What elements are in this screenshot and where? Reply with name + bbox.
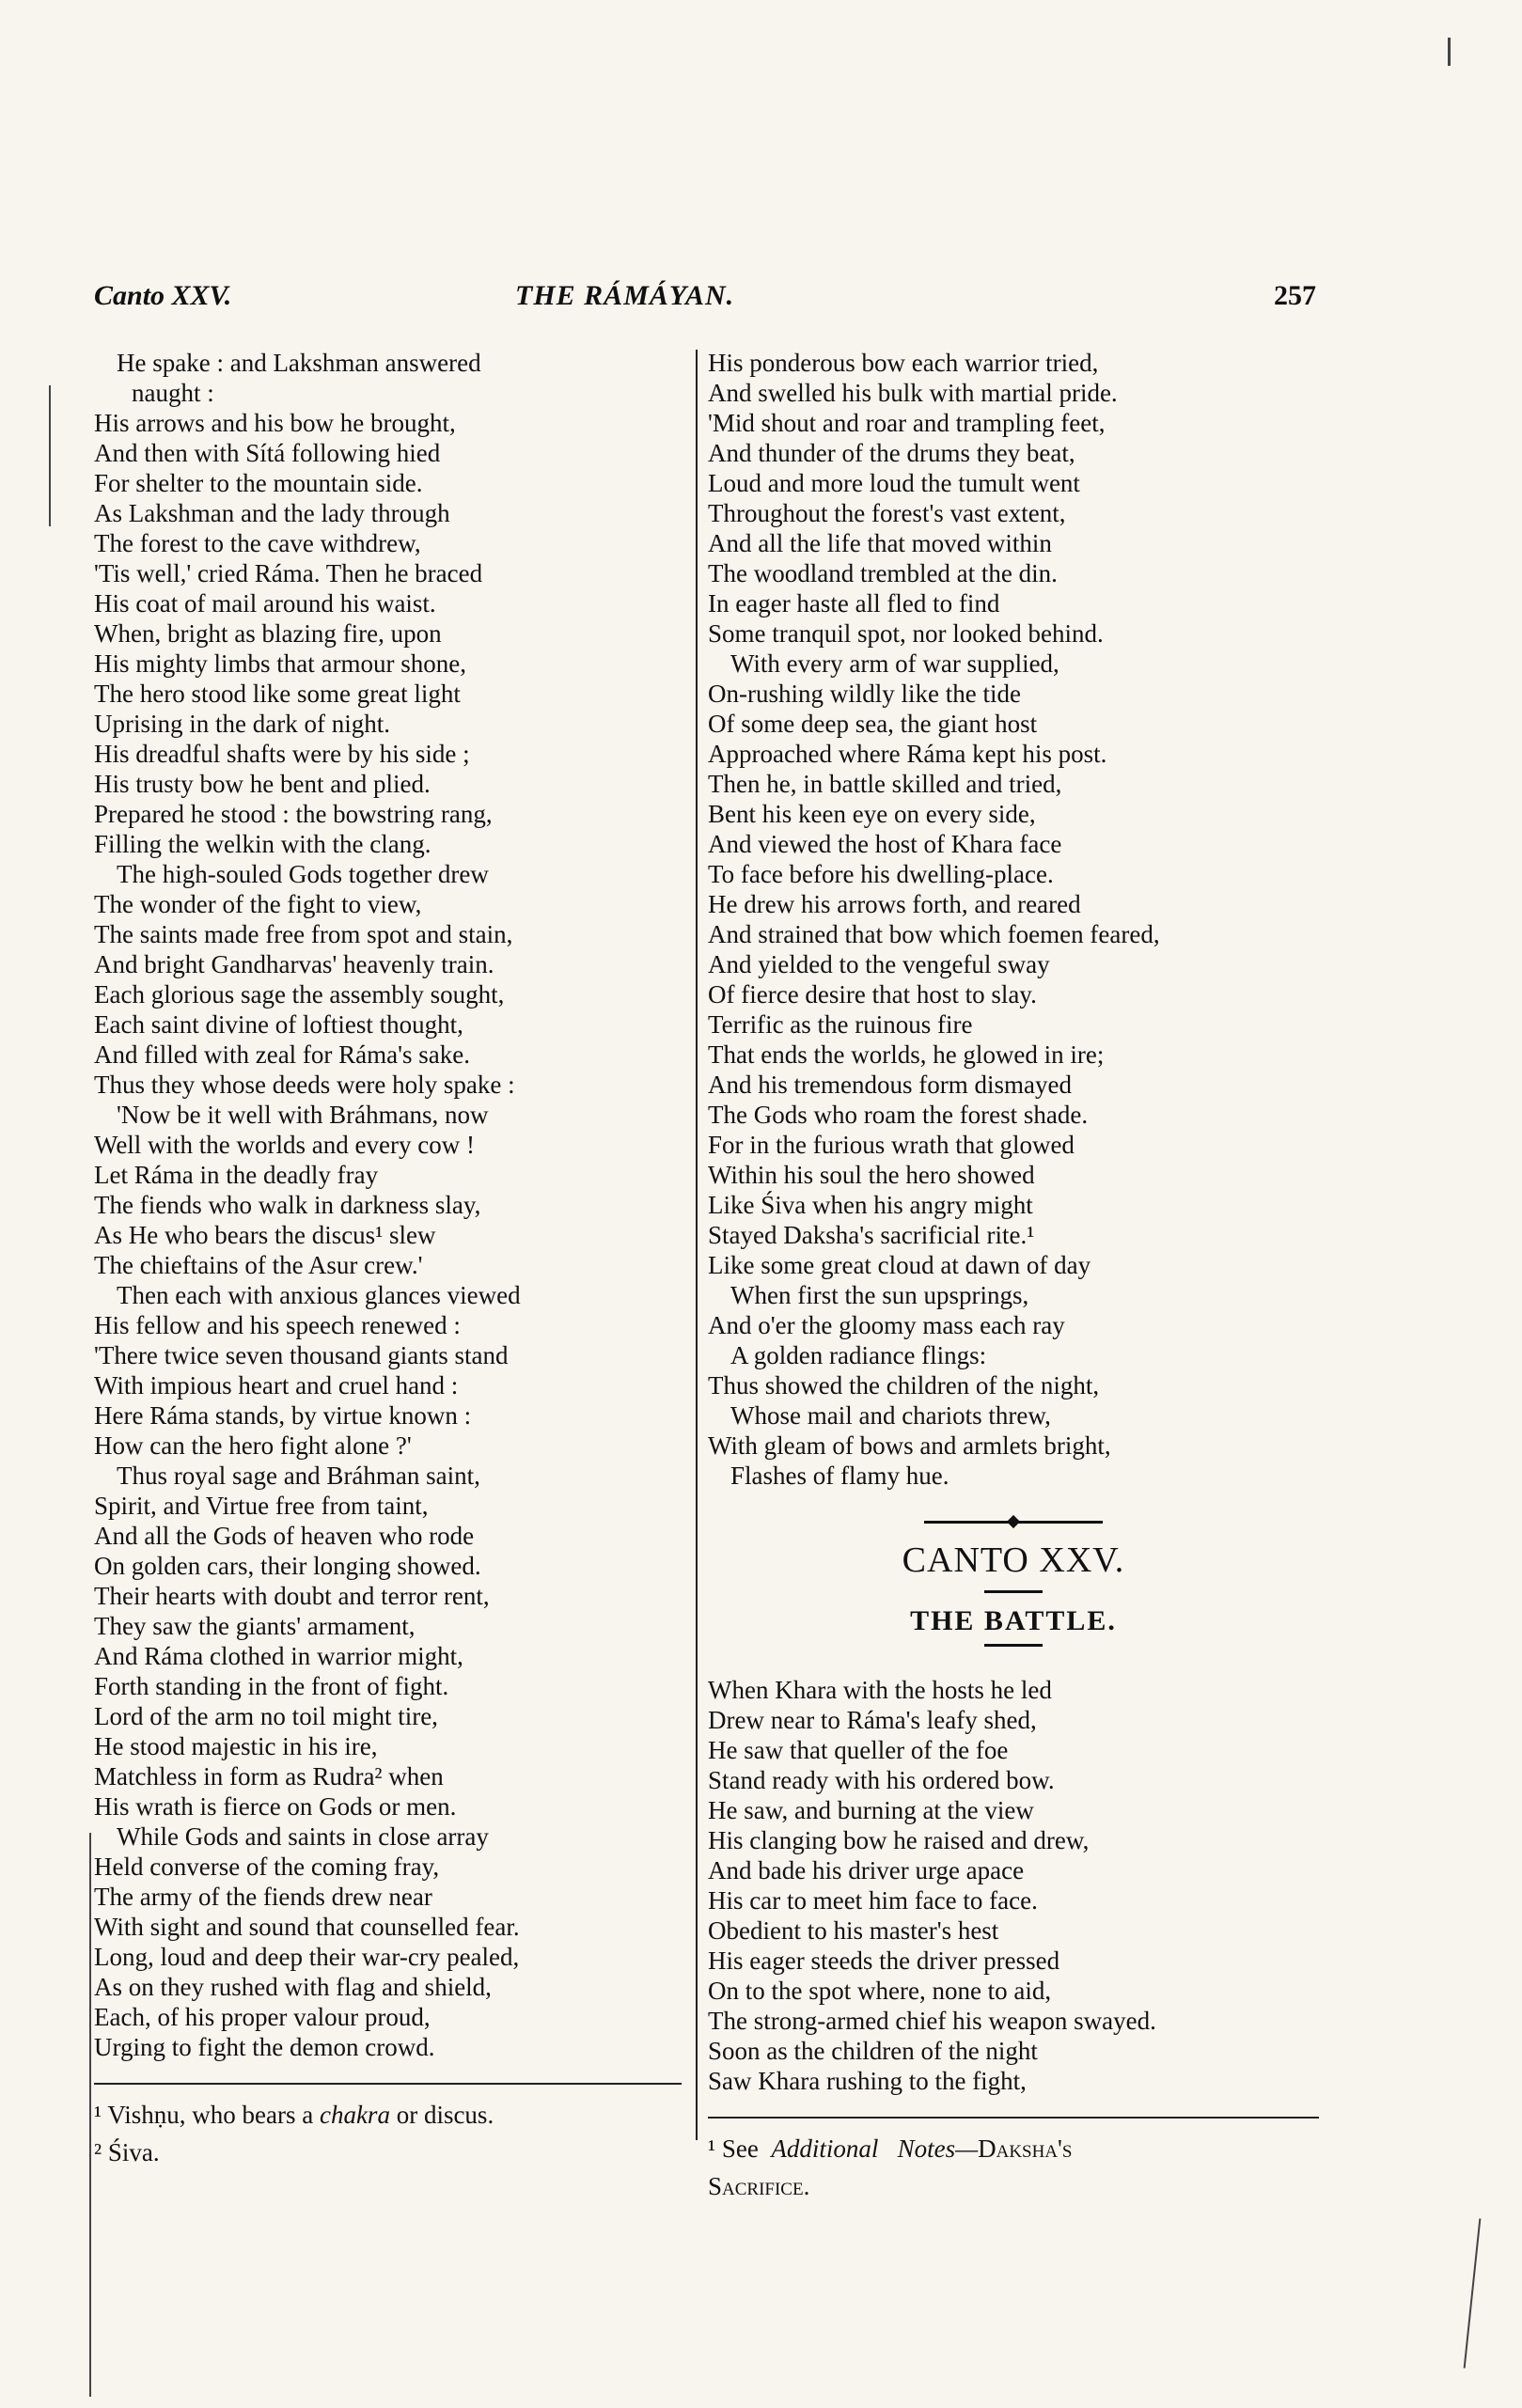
verse-line: With sight and sound that counselled fear. xyxy=(94,1913,520,1941)
verse-line: Held converse of the coming fray, xyxy=(94,1853,440,1881)
margin-mark-left-bottom xyxy=(89,1833,91,2397)
verse-line: Each saint divine of loftiest thought, xyxy=(94,1010,463,1039)
verse-line: And all the Gods of heaven who rode xyxy=(94,1522,475,1550)
verse-line: And bade his driver urge apace xyxy=(708,1856,1025,1884)
running-header xyxy=(94,280,1316,318)
verse-line: Saw Khara rushing to the fight, xyxy=(708,2067,1027,2095)
verse-line: Flashes of flamy hue. xyxy=(730,1462,949,1490)
header-canto: Canto XXV. xyxy=(94,280,232,311)
verse-line: Spirit, and Virtue free from taint, xyxy=(94,1492,429,1520)
verse-line: As He who bears the discus¹ slew xyxy=(94,1221,436,1249)
verse-line: On golden cars, their longing showed. xyxy=(94,1552,481,1580)
verse-line: Obedient to his master's hest xyxy=(708,1916,999,1945)
verse-line: While Gods and saints in close array xyxy=(117,1822,489,1851)
verse-line: Some tranquil spot, nor looked behind. xyxy=(708,619,1104,648)
short-rule xyxy=(984,1590,1043,1593)
verse-line: Thus showed the children of the night, xyxy=(708,1371,1100,1399)
verse-line: And swelled his bulk with martial pride. xyxy=(708,379,1118,407)
verse-line: In eager haste all fled to find xyxy=(708,589,1000,618)
verse-line: His car to meet him face to face. xyxy=(708,1886,1038,1915)
verse-line: He saw that queller of the foe xyxy=(708,1736,1009,1764)
footnote-right-1: ¹ See Additional Notes—Daksha's xyxy=(708,2134,1073,2163)
verse-line: His clanging bow he raised and drew, xyxy=(708,1826,1090,1854)
verse-line: He saw, and burning at the view xyxy=(708,1796,1034,1824)
verse-line: Filling the welkin with the clang. xyxy=(94,830,431,858)
verse-line: Then he, in battle skilled and tried, xyxy=(708,770,1062,798)
verse-line: The chieftains of the Asur crew.' xyxy=(94,1251,423,1279)
verse-line: And filled with zeal for Ráma's sake. xyxy=(94,1040,470,1069)
edge-speck xyxy=(1448,38,1451,66)
verse-line: And Ráma clothed in warrior might, xyxy=(94,1642,463,1670)
verse-line: His dreadful shafts were by his side ; xyxy=(94,740,470,768)
verse-line: The high-souled Gods together drew xyxy=(117,860,489,888)
verse-line: His coat of mail around his waist. xyxy=(94,589,436,618)
verse-line: Like Śiva when his angry might xyxy=(708,1191,1033,1219)
verse-line: And strained that bow which foemen feared, xyxy=(708,920,1160,948)
verse-line: Throughout the forest's vast extent, xyxy=(708,499,1066,527)
left-column xyxy=(94,348,682,2171)
verse-line: How can the hero fight alone ?' xyxy=(94,1431,412,1460)
verse-line: Stand ready with his ordered bow. xyxy=(708,1766,1055,1794)
short-rule-2 xyxy=(984,1644,1043,1647)
verse-line: They saw the giants' armament, xyxy=(94,1612,416,1640)
verse-line: 'There twice seven thousand giants stand xyxy=(94,1341,509,1369)
verse-line: His ponderous bow each warrior tried, xyxy=(708,349,1099,377)
verse-line: On-rushing wildly like the tide xyxy=(708,680,1021,708)
verse-line: The hero stood like some great light xyxy=(94,680,461,708)
verse-line: And then with Sítá following hied xyxy=(94,439,441,467)
verse-line: The Gods who roam the forest shade. xyxy=(708,1101,1089,1129)
right-column xyxy=(708,348,1319,2205)
verse-line: Loud and more loud the tumult went xyxy=(708,469,1080,497)
verse-line: For shelter to the mountain side. xyxy=(94,469,423,497)
verse-line: Soon as the children of the night xyxy=(708,2037,1038,2065)
verse-line: With every arm of war supplied, xyxy=(730,649,1059,678)
verse-line: When Khara with the hosts he led xyxy=(708,1676,1052,1704)
verse-line: Matchless in form as Rudra² when xyxy=(94,1762,444,1790)
verse-line: He spake : and Lakshman answered xyxy=(117,349,481,377)
verse-line: Long, loud and deep their war-cry pealed, xyxy=(94,1943,520,1971)
ornament-divider xyxy=(708,1509,1319,1534)
verse-line: 'Tis well,' cried Ráma. Then he braced xyxy=(94,559,483,587)
verse-line: With impious heart and cruel hand : xyxy=(94,1371,459,1399)
verse-line: Each, of his proper valour proud, xyxy=(94,2003,431,2031)
verse-line: And bright Gandharvas' heavenly train. xyxy=(94,950,494,978)
verse-line: As Lakshman and the lady through xyxy=(94,499,450,527)
verse-line: Drew near to Ráma's leafy shed, xyxy=(708,1706,1037,1734)
column-divider xyxy=(696,350,698,2140)
verse-line: Thus royal sage and Bráhman saint, xyxy=(117,1462,480,1490)
verse-line: And all the life that moved within xyxy=(708,529,1052,557)
right-verse-top xyxy=(708,348,1319,1491)
verse-line: And yielded to the vengeful sway xyxy=(708,950,1050,978)
verse-line: When, bright as blazing fire, upon xyxy=(94,619,442,648)
footnote-right-1-cont: Sacrifice. xyxy=(708,2172,810,2200)
verse-line: A golden radiance flings: xyxy=(730,1341,987,1369)
verse-line: Let Ráma in the deadly fray xyxy=(94,1161,379,1189)
verse-line: Urging to fight the demon crowd. xyxy=(94,2033,435,2061)
header-title: THE RÁMÁYAN. xyxy=(515,280,735,311)
verse-line: Lord of the arm no toil might tire, xyxy=(94,1702,438,1730)
verse-line: Whose mail and chariots threw, xyxy=(730,1401,1051,1430)
verse-line: Here Ráma stands, by virtue known : xyxy=(94,1401,472,1430)
verse-line: And his tremendous form dismayed xyxy=(708,1071,1072,1099)
verse-line: His trusty bow he bent and plied. xyxy=(94,770,431,798)
canto-title: CANTO XXV. xyxy=(902,1540,1125,1580)
verse-line: He stood majestic in his ire, xyxy=(94,1732,378,1760)
verse-line: The strong-armed chief his weapon swayed. xyxy=(708,2007,1156,2035)
verse-line: The saints made free from spot and stain, xyxy=(94,920,513,948)
verse-line: That ends the worlds, he glowed in ire; xyxy=(708,1040,1105,1069)
verse-line: Within his soul the hero showed xyxy=(708,1161,1035,1189)
verse-line: Like some great cloud at dawn of day xyxy=(708,1251,1091,1279)
verse-line: And thunder of the drums they beat, xyxy=(708,439,1075,467)
verse-line: To face before his dwelling-place. xyxy=(708,860,1054,888)
verse-line: Uprising in the dark of night. xyxy=(94,710,390,738)
left-verse xyxy=(94,348,682,2062)
verse-line: The wonder of the fight to view, xyxy=(94,890,422,918)
canto-heading xyxy=(708,1509,1319,1647)
verse-line: When first the sun upsprings, xyxy=(730,1281,1029,1309)
section-title: THE BATTLE. xyxy=(910,1605,1117,1636)
verse-line: naught : xyxy=(132,379,214,407)
verse-line: His mighty limbs that armour shone, xyxy=(94,649,466,678)
verse-line: On to the spot where, none to aid, xyxy=(708,1977,1052,2005)
verse-line: Bent his keen eye on every side, xyxy=(708,800,1036,828)
verse-line: His eager steeds the driver pressed xyxy=(708,1947,1060,1975)
verse-line: The army of the fiends drew near xyxy=(94,1883,432,1911)
verse-line: Then each with anxious glances viewed xyxy=(117,1281,521,1309)
verse-line: Well with the worlds and every cow ! xyxy=(94,1131,475,1159)
margin-mark-left xyxy=(49,385,51,526)
footnote-left-2: ² Śiva. xyxy=(94,2138,160,2166)
verse-line: 'Now be it well with Bráhmans, now xyxy=(117,1101,489,1129)
edge-mark-bottom xyxy=(1464,2218,1482,2368)
footnote-rule-left xyxy=(94,2083,682,2085)
verse-line: With gleam of bows and armlets bright, xyxy=(708,1431,1111,1460)
verse-line: He drew his arrows forth, and reared xyxy=(708,890,1081,918)
verse-line: And o'er the gloomy mass each ray xyxy=(708,1311,1065,1339)
verse-line: Approached where Ráma kept his post. xyxy=(708,740,1107,768)
verse-line: Their hearts with doubt and terror rent, xyxy=(94,1582,490,1610)
verse-line: The woodland trembled at the din. xyxy=(708,559,1058,587)
verse-line: 'Mid shout and roar and trampling feet, xyxy=(708,409,1106,437)
verse-line: His arrows and his bow he brought, xyxy=(94,409,456,437)
verse-line: Of fierce desire that host to slay. xyxy=(708,980,1037,1009)
page-number: 257 xyxy=(1274,280,1316,311)
verse-line: Of some deep sea, the giant host xyxy=(708,710,1038,738)
right-verse-bottom xyxy=(708,1675,1319,2096)
verse-line: And viewed the host of Khara face xyxy=(708,830,1062,858)
verse-line: Terrific as the ruinous fire xyxy=(708,1010,973,1039)
verse-line: The forest to the cave withdrew, xyxy=(94,529,421,557)
verse-line: As on they rushed with flag and shield, xyxy=(94,1973,492,2001)
verse-line: His fellow and his speech renewed : xyxy=(94,1311,461,1339)
footnote-left-1: ¹ Vishṇu, who bears a chakra or discus. xyxy=(94,2101,494,2129)
verse-line: Each glorious sage the assembly sought, xyxy=(94,980,505,1009)
verse-line: Stayed Daksha's sacrificial rite.¹ xyxy=(708,1221,1035,1249)
footnote-rule-right xyxy=(708,2117,1319,2119)
verse-line: Forth standing in the front of fight. xyxy=(94,1672,449,1700)
verse-line: Thus they whose deeds were holy spake : xyxy=(94,1071,515,1099)
verse-line: Prepared he stood : the bowstring rang, xyxy=(94,800,493,828)
verse-line: The fiends who walk in darkness slay, xyxy=(94,1191,481,1219)
verse-line: His wrath is fierce on Gods or men. xyxy=(94,1792,457,1821)
verse-line: For in the furious wrath that glowed xyxy=(708,1131,1075,1159)
